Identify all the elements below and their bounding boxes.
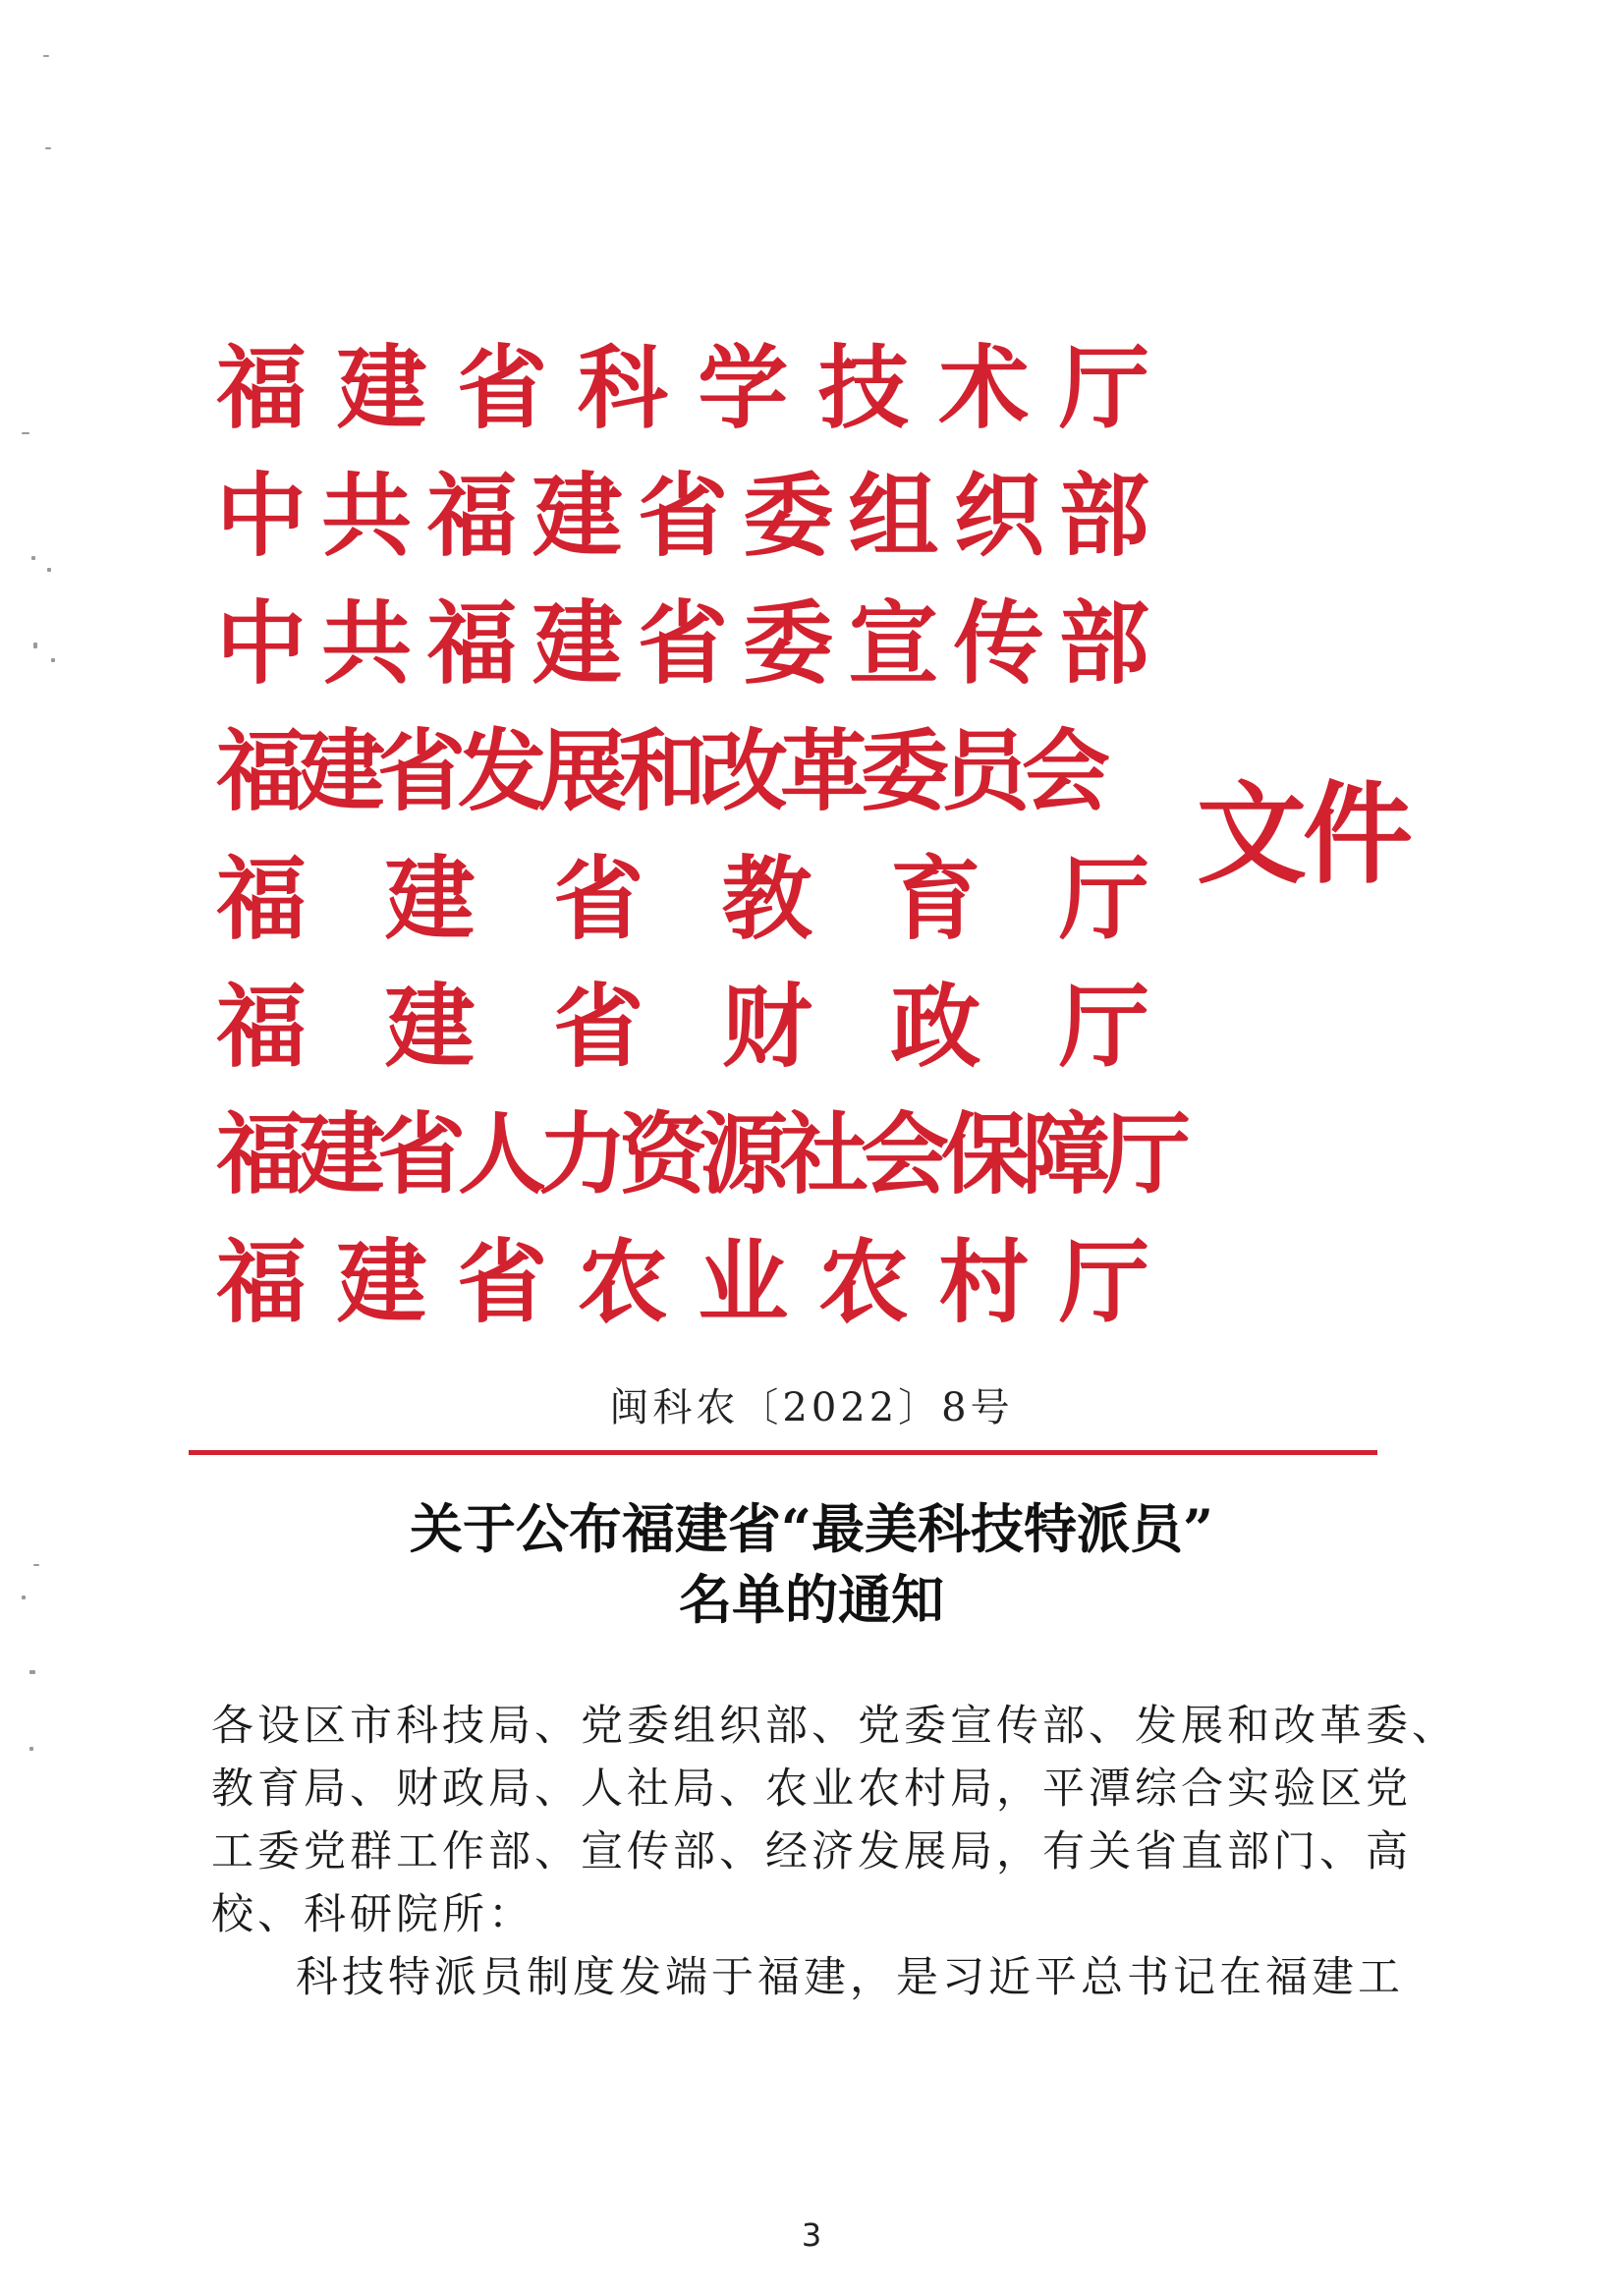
issuer-line: 中 共 福 建 省 委 宣 传 部 [216,590,1149,697]
scan-speck [43,55,49,57]
scan-speck [22,432,29,434]
issuer-line: 福 建 省 农 业 农 村 厅 [216,1229,1149,1335]
issuer-line: 中 共 福 建 省 委 组 织 部 [216,463,1149,569]
issuer-line: 福 建 省 教 育 厅 [216,846,1149,952]
notice-title [0,1493,1623,1635]
scan-speck [45,147,51,149]
body-line: 工委党群工作部、宣传部、经济发展局，有关省直部门、高 [211,1827,1412,1876]
body-line: 校、科研院所： [211,1890,534,1939]
issuer-line: 福建省人力资源社会保障厅 [216,1102,1183,1206]
page-number: 3 [801,2216,822,2254]
scan-speck [33,643,37,648]
issuer-line: 福建省发展和改革委员会 [216,719,1102,823]
scan-speck [29,1747,33,1751]
scan-speck [51,658,55,662]
notice-body [211,1695,1458,2009]
body-line: 科技特派员制度发端于福建，是习近平总书记在福建工 [296,1953,1404,2002]
scan-speck [29,1670,35,1674]
document-word: 文件 [1197,770,1409,899]
body-line: 教育局、财政局、人社局、农业农村局，平潭综合实验区党 [211,1764,1412,1814]
document-number: 闽科农〔2022〕8号 [609,1385,1014,1430]
notice-title-line: 关于公布福建省“最美科技特派员” [409,1497,1214,1560]
red-separator-line [189,1450,1377,1455]
issuer-line: 福 建 省 财 政 厅 [216,974,1149,1080]
notice-title-line: 名单的通知 [679,1568,944,1631]
scan-speck [47,568,51,572]
scan-speck [31,556,35,560]
body-line: 各设区市科技局、党委组织部、党委宣传部、发展和改革委、 [211,1702,1458,1751]
issuer-line: 福 建 省 科 学 技 术 厅 [216,335,1149,441]
